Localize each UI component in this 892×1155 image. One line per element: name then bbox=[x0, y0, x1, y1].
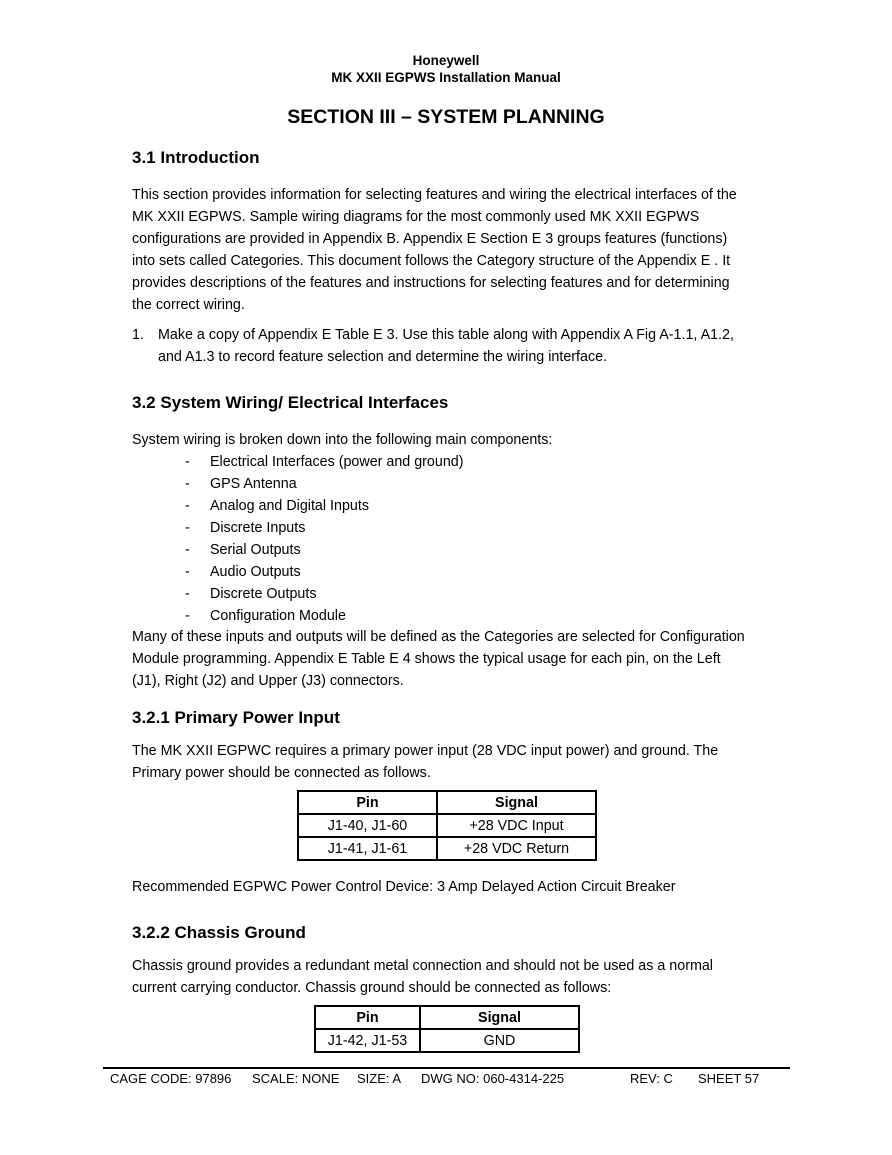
paragraph-line: Module programming. Appendix E Table E 4 shows the typical usage for each pin, on the Left bbox=[132, 651, 721, 667]
list-item: - Electrical Interfaces (power and ground) bbox=[185, 454, 464, 470]
list-item: - Audio Outputs bbox=[185, 564, 301, 580]
connectors-paragraph bbox=[132, 626, 782, 692]
footer-divider bbox=[103, 1067, 790, 1069]
paragraph-line: configurations are provided in Appendix B. Appendix E Section E 3 groups features (functions) bbox=[132, 231, 728, 247]
column-header: Pin bbox=[315, 1006, 420, 1029]
header-company: Honeywell bbox=[412, 53, 480, 68]
heading-3-2-1: 3.2.1 Primary Power Input bbox=[132, 708, 340, 727]
paragraph-line: current carrying conductor. Chassis ground should be connected as follows: bbox=[132, 980, 612, 996]
paragraph-line: into sets called Categories. This document follows the Category structure of the Appendix E . It bbox=[132, 253, 731, 269]
list-number: 1. bbox=[132, 327, 144, 343]
footer-sheet: SHEET 57 bbox=[698, 1071, 760, 1086]
footer-scale: SCALE: NONE bbox=[252, 1071, 340, 1086]
heading-3-2-2: 3.2.2 Chassis Ground bbox=[132, 923, 306, 942]
table-cell: J1-40, J1-60 bbox=[298, 814, 437, 837]
intro-paragraph bbox=[132, 184, 772, 316]
table-cell: J1-42, J1-53 bbox=[315, 1029, 420, 1052]
footer-dwg-no: DWG NO: 060-4314-225 bbox=[421, 1071, 565, 1086]
table-header-row bbox=[298, 791, 596, 814]
list-item: - Discrete Inputs bbox=[185, 520, 306, 536]
heading-3-1: 3.1 Introduction bbox=[132, 148, 260, 167]
wiring-intro: System wiring is broken down into the following main components: bbox=[132, 432, 553, 448]
list-item: - Analog and Digital Inputs bbox=[185, 498, 369, 514]
recommendation-text: Recommended EGPWC Power Control Device: 3 Amp Delayed Action Circuit Breaker bbox=[132, 879, 676, 895]
table-row bbox=[315, 1029, 579, 1052]
table-cell: +28 VDC Return bbox=[437, 837, 596, 860]
table-row bbox=[298, 837, 596, 860]
table-cell: +28 VDC Input bbox=[437, 814, 596, 837]
footer-rev: REV: C bbox=[630, 1071, 673, 1086]
list-item: - Serial Outputs bbox=[185, 542, 301, 558]
components-list bbox=[185, 451, 464, 627]
footer-size: SIZE: A bbox=[357, 1071, 402, 1086]
list-item: - Configuration Module bbox=[185, 608, 346, 624]
footer-cage-code: CAGE CODE: 97896 bbox=[110, 1071, 232, 1086]
column-header: Signal bbox=[420, 1006, 579, 1029]
list-item-line: Make a copy of Appendix E Table E 3. Use this table along with Appendix A Fig A-1.1, A1.2, bbox=[158, 327, 734, 343]
column-header: Pin bbox=[298, 791, 437, 814]
paragraph-line: Primary power should be connected as follows. bbox=[132, 765, 431, 781]
list-item: - GPS Antenna bbox=[185, 476, 297, 492]
paragraph-line: provides descriptions of the features and instructions for selecting features and for determining bbox=[132, 275, 730, 291]
paragraph-line: The MK XXII EGPWC requires a primary power input (28 VDC input power) and ground. The bbox=[132, 743, 719, 759]
paragraph-line: MK XXII EGPWS. Sample wiring diagrams for the most commonly used MK XXII EGPWS bbox=[132, 209, 700, 225]
table-header-row bbox=[315, 1006, 579, 1029]
paragraph-line: Many of these inputs and outputs will be defined as the Categories are selected for Configuration bbox=[132, 629, 745, 645]
paragraph-line: This section provides information for selecting features and wiring the electrical interfaces of the bbox=[132, 187, 737, 203]
table-cell: GND bbox=[420, 1029, 579, 1052]
list-item: - Discrete Outputs bbox=[185, 586, 317, 602]
ground-pin-table bbox=[314, 1005, 580, 1053]
paragraph-line: Chassis ground provides a redundant metal connection and should not be used as a normal bbox=[132, 958, 713, 974]
list-item-line: and A1.3 to record feature selection and determine the wiring interface. bbox=[158, 349, 608, 365]
paragraph-line: the correct wiring. bbox=[132, 297, 245, 313]
list-item bbox=[158, 324, 768, 368]
header-manual-title: MK XXII EGPWS Installation Manual bbox=[331, 70, 561, 85]
ground-paragraph bbox=[132, 955, 772, 999]
section-title: SECTION III – SYSTEM PLANNING bbox=[287, 106, 605, 128]
power-pin-table bbox=[297, 790, 597, 861]
table-row bbox=[298, 814, 596, 837]
power-paragraph bbox=[132, 740, 772, 784]
table-cell: J1-41, J1-61 bbox=[298, 837, 437, 860]
paragraph-line: (J1), Right (J2) and Upper (J3) connectors. bbox=[132, 673, 404, 689]
column-header: Signal bbox=[437, 791, 596, 814]
heading-3-2: 3.2 System Wiring/ Electrical Interfaces bbox=[132, 393, 449, 412]
